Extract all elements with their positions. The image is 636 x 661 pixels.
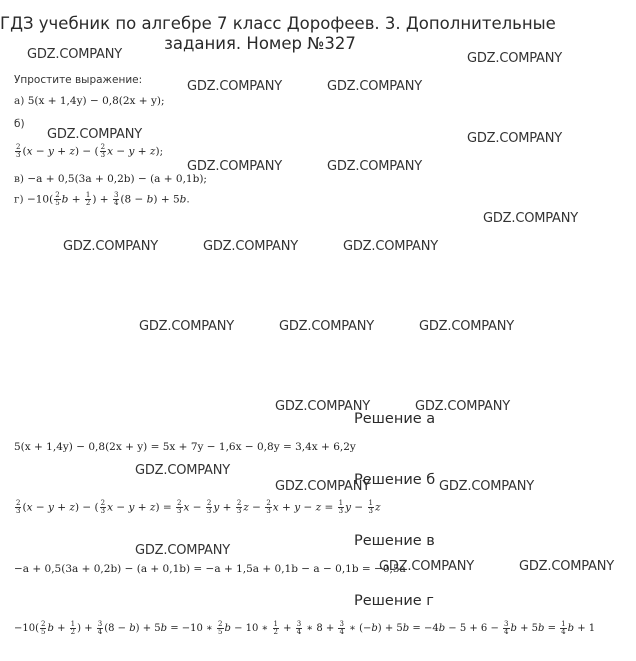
solution-g-heading: Решение г	[354, 593, 434, 609]
fraction: $\frac{2}{3}$	[236, 499, 242, 515]
fraction: $\frac{1}{2}$	[70, 620, 76, 636]
fraction: $\frac{3}{4}$	[113, 191, 119, 207]
fraction: $\frac{1}{2}$	[85, 191, 91, 207]
solution-a-expression: 5(x + 1,4y) − 0,8(2x + y) = 5x + 7y − 1,6x − 0,8y = 3,4x + 6,2y	[14, 441, 356, 453]
page-title-line2: задания. Номер №327	[164, 34, 356, 53]
solution-g-expression: −10( $\frac{2}{5}$ b + $\frac{1}{2}$ ) + $\frac{3}{4}$ (8 − b) + 5b = −10 ∗ $\frac{2}{5}$ b − 10 ∗ $\frac{1}{2}$ + $\frac{3}{4}$ ∗ 8 + $\frac{3}{4}$ ∗ (−b) + 5b = −4b − 5 + 6 − $\frac{3}{4}$ b + 5b = $\frac{1}{4}$ b + 1	[14, 620, 596, 636]
watermark: GDZ.COMPANY	[483, 211, 579, 226]
task-item-v	[14, 173, 207, 185]
solution-b-heading: Решение б	[354, 472, 436, 488]
solution-v-heading: Решение в	[354, 533, 435, 549]
task-item-g: г) −10( $\frac{2}{5}$ b + $\frac{1}{2}$ ) + $\frac{3}{4}$ (8 − b) + 5b.	[14, 191, 190, 207]
task-g-label: г)	[14, 193, 24, 206]
watermark: GDZ.COMPANY	[419, 319, 515, 334]
fraction: $\frac{2}{5}$	[55, 191, 60, 207]
watermark: GDZ.COMPANY	[139, 319, 235, 334]
watermark: GDZ.COMPANY	[379, 559, 475, 574]
watermark: GDZ.COMPANY	[439, 479, 535, 494]
fraction: $\frac{3}{4}$	[97, 620, 103, 636]
fraction: $\frac{1}{3}$	[368, 499, 373, 515]
fraction: $\frac{2}{5}$	[41, 620, 46, 636]
fraction: $\frac{3}{4}$	[339, 620, 344, 636]
watermark: GDZ.COMPANY	[467, 51, 563, 66]
task-prompt: Упростите выражение:	[14, 74, 143, 86]
watermark: GDZ.COMPANY	[467, 131, 563, 146]
watermark: GDZ.COMPANY	[187, 159, 283, 174]
watermark: GDZ.COMPANY	[327, 79, 423, 94]
watermark: GDZ.COMPANY	[203, 239, 299, 254]
watermark: GDZ.COMPANY	[47, 127, 143, 142]
watermark: GDZ.COMPANY	[415, 399, 511, 414]
fraction: $\frac{3}{4}$	[504, 620, 509, 636]
watermark: GDZ.COMPANY	[343, 239, 439, 254]
task-b-label: б)	[14, 118, 25, 130]
watermark: GDZ.COMPANY	[275, 479, 371, 494]
task-a-label: а)	[14, 95, 25, 107]
watermark: GDZ.COMPANY	[187, 79, 283, 94]
watermark: GDZ.COMPANY	[327, 159, 423, 174]
task-b-expression: $\frac{2}{3}$ (x − y + z) − ( $\frac{2}{3}$ x − y + z);	[16, 143, 164, 159]
solution-b-expression: $\frac{2}{3}$ (x − y + z) − ( $\frac{2}{3}$ x − y + z) = $\frac{2}{3}$ x − $\frac{2}{3}$ y + $\frac{2}{3}$ z − $\frac{2}{3}$ x + y − z = $\frac{1}{3}$ y − $\frac{1}{3}$ z	[16, 499, 381, 515]
fraction: $\frac{2}{3}$	[16, 143, 21, 159]
watermark: GDZ.COMPANY	[27, 47, 123, 62]
fraction: $\frac{2}{5}$	[218, 620, 223, 636]
watermark: GDZ.COMPANY	[519, 559, 615, 574]
fraction: $\frac{2}{3}$	[100, 143, 106, 159]
fraction: $\frac{1}{3}$	[338, 499, 344, 515]
solution-a-heading: Решение а	[354, 411, 436, 427]
fraction: $\frac{2}{3}$	[206, 499, 212, 515]
watermark: GDZ.COMPANY	[279, 319, 375, 334]
fraction: $\frac{2}{3}$	[16, 499, 21, 515]
fraction: $\frac{2}{3}$	[100, 499, 106, 515]
task-v-expression: −a + 0,5(3a + 0,2b) − (a + 0,1b);	[27, 173, 207, 185]
watermark: GDZ.COMPANY	[63, 239, 159, 254]
fraction: $\frac{2}{3}$	[177, 499, 182, 515]
task-a-expression: 5(x + 1,4y) − 0,8(2x + y);	[27, 95, 165, 107]
watermark: GDZ.COMPANY	[275, 399, 371, 414]
fraction: $\frac{2}{3}$	[266, 499, 271, 515]
watermark: GDZ.COMPANY	[135, 463, 231, 478]
fraction: $\frac{1}{2}$	[273, 620, 278, 636]
watermark: GDZ.COMPANY	[135, 543, 231, 558]
page-title-line1: ГДЗ учебник по алгебре 7 класс Дорофеев. 3. Дополнительные	[0, 14, 556, 33]
task-v-label: в)	[14, 173, 25, 185]
task-item-a	[14, 95, 165, 107]
fraction: $\frac{1}{4}$	[561, 620, 566, 636]
solution-v-expression: −a + 0,5(3a + 0,2b) − (a + 0,1b) = −a + 1,5a + 0,1b − a − 0,1b = −0,5a	[14, 563, 406, 575]
fraction: $\frac{3}{4}$	[296, 620, 302, 636]
